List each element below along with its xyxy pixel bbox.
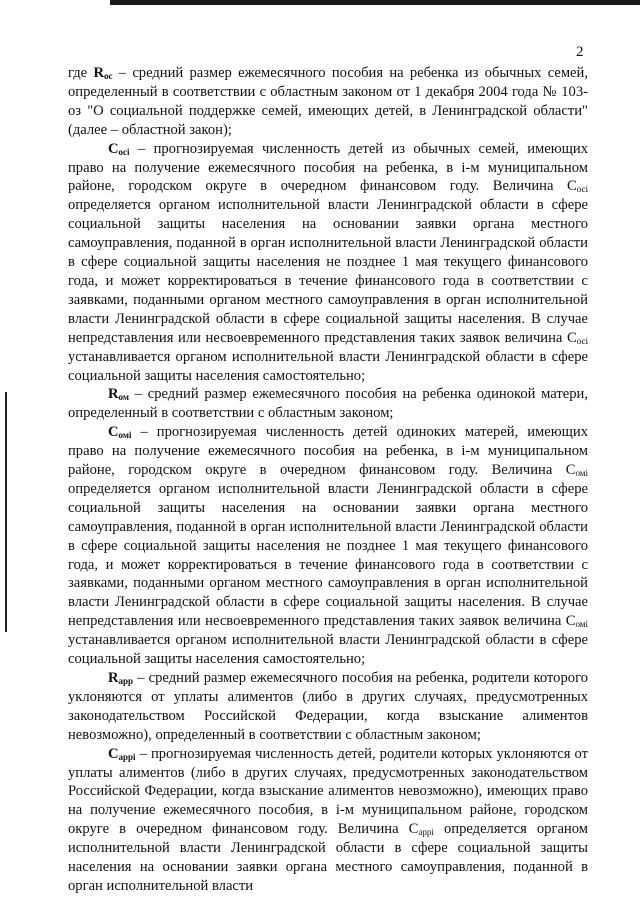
symbol: $С_{осi}$ [108, 140, 130, 157]
definition-text: – прогнозируемая численность детей, родители которых уклоняются от уплаты алиментов (либо в других случаях, предусмотренных законодательством Российской Федерации, когда взыскание алиментов невозможно), имеющих право на получение ежемесячного пособия, в i-м муниципальном районе, городском округе в очередном финансовом году. Величина С [68, 745, 588, 838]
definition-text-2: определяется органом исполнительной власти Ленинградской области в сфере социальной защиты населения на основании заявки органа местного самоуправления, поданной в орган исполнительной власти Ленинградской области в сфере социальной защиты населения не позднее 1 мая текущего финансового года, и может корректироваться в течение финансового года в соответствии с заявками, поданными органом местного самоуправления в орган исполнительной власти Ленинградской области в сфере социальной защиты населения. В случае непредставления или несвоевременного представления таких заявок величина С [68, 197, 588, 346]
definition-r-oc [68, 64, 588, 140]
definition-text: – прогнозируемая численность детей из обычных семей, имеющих право на получение ежемесячного пособия на ребенка, в i-м муниципальном районе, городском округе в очередном финансовом году. Величина С [68, 140, 588, 195]
definition-text-3: устанавливается органом исполнительной власти Ленинградской области в сфере социальной защиты населения самостоятельно; [68, 348, 588, 384]
definition-text-2: определяется органом исполнительной власти Ленинградской области в сфере социальной защиты населения на основании заявки органа местного самоуправления, поданной в орган исполнительной власти [68, 821, 588, 894]
definition-text: – средний размер ежемесячного пособия на ребенка из обычных семей, определенный в соответствии с областным законом от 1 декабря 2004 года № 103-оз "О социальной поддержке семей, имеющих детей, в Ленинградской области" (далее – областной закон); [68, 65, 588, 138]
symbol: $R_{ом}$ [108, 386, 130, 403]
definition-text: – средний размер ежемесячного пособия на ребенка одинокой матери, определенный в соответствии с областным законом; [68, 386, 588, 422]
definition-text: – прогнозируемая численность детей одиноких матерей, имеющих право на получение ежемесячного пособия на ребенка, в i-м муниципальном районе, городском округе в очередном финансовом году. Величина С [68, 424, 588, 479]
definition-c-omi [68, 423, 588, 669]
definition-c-appi [68, 745, 588, 896]
page-number: 2 [576, 44, 584, 60]
inline-subscript: омi [575, 619, 588, 630]
definition-text-2: определяется органом исполнительной власти Ленинградской области в сфере социальной защиты населения на основании заявки органа местного самоуправления, поданной в орган исполнительной власти Ленинградской области в сфере социальной защиты населения не позднее 1 мая текущего финансового года, и может корректироваться в течение финансового года в соответствии с заявками, поданными органом местного самоуправления в орган исполнительной власти Ленинградской области в сфере социальной защиты населения. В случае непредставления или несвоевременного представления таких заявок величина С [68, 480, 588, 630]
definition-text-3: устанавливается органом исполнительной власти Ленинградской области в сфере социальной защиты населения самостоятельно; [68, 632, 588, 668]
inline-subscript: аррi [418, 827, 434, 838]
prefix-where: где [68, 65, 94, 81]
definition-r-om [68, 385, 588, 423]
inline-subscript: осi [576, 335, 588, 346]
definition-r-app [68, 669, 588, 745]
symbol: $R_{арр}$ [108, 670, 134, 686]
inline-subscript: осi [576, 184, 588, 195]
definition-text: – средний размер ежемесячного пособия на ребенка, родители которого уклоняются от уплаты алиментов (либо в других случаях, предусмотренных законодательством Российской Федерации, когда взыскание алиментов невозможно), определенный в соответствии с областным законом; [68, 670, 588, 743]
symbol: $С_{омi}$ [108, 424, 132, 441]
symbol: $С_{аррi}$ [108, 745, 136, 762]
left-margin-scan-line [5, 392, 7, 632]
definition-c-oci [68, 140, 588, 386]
symbol: $R_{ос}$ [93, 65, 113, 81]
top-edge-scan-line [110, 0, 640, 5]
document-body [68, 64, 588, 896]
inline-subscript: омi [575, 468, 588, 479]
